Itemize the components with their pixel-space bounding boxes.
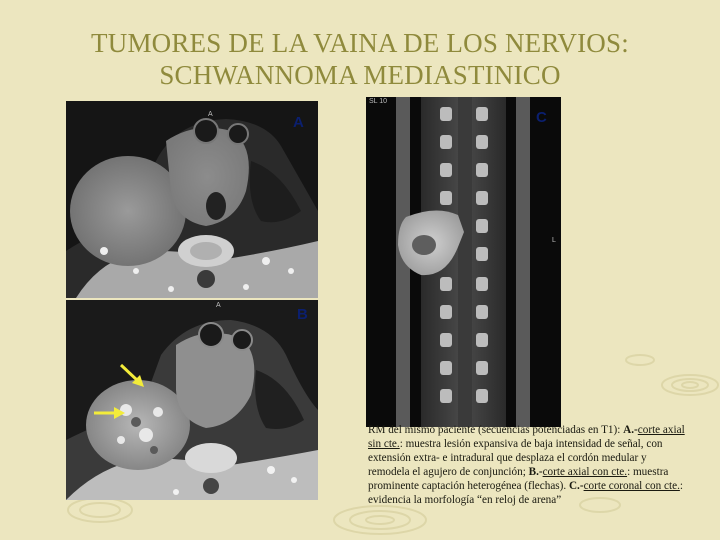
caption-b-description: : muestra prominente captación heterogénea (flechas). [368, 465, 669, 492]
caption-b-term: corte axial con cte. [542, 465, 628, 478]
caption-c-term: corte coronal con cte. [583, 479, 680, 492]
title-line-1: TUMORES DE LA VAINA DE LOS NERVIOS: [91, 28, 629, 58]
caption-c-description: : evidencia la morfología “en reloj de arena” [368, 479, 683, 506]
panel-c-side-marker: L [552, 237, 556, 244]
arrow-icon-horizontal [92, 405, 126, 421]
mri-image-axial-with-contrast [66, 300, 318, 500]
slide-title [0, 27, 720, 91]
panel-c-scan-tag: SL 10 [369, 98, 388, 105]
caption-c-label: C.- [568, 479, 584, 492]
caption-intro: RM del mismo paciente (secuencias potenciadas en T1): [368, 424, 624, 436]
figure-caption [368, 424, 686, 507]
caption-a-description: : muestra lesión expansiva de baja intensidad de señal, con extensión extra- e intradural que desplaza el cordón medular y remodela el agujero de conjunción; [368, 437, 663, 478]
mri-image-axial-without-contrast [66, 101, 318, 298]
caption-b-label: B.- [528, 465, 543, 478]
panel-c-label: C [536, 109, 547, 126]
mri-image-coronal-with-contrast [366, 97, 561, 427]
panel-a-label: A [293, 114, 304, 131]
title-line-2: SCHWANNOMA MEDIASTINICO [159, 60, 561, 90]
panel-b-marker: A [216, 302, 221, 309]
caption-a-label: A.- [623, 424, 638, 436]
arrow-icon-diagonal [118, 362, 148, 390]
panel-b-label: B [297, 306, 308, 323]
panel-a-marker: A [208, 111, 213, 118]
caption-a-term: corte axial sin cte. [368, 424, 685, 450]
